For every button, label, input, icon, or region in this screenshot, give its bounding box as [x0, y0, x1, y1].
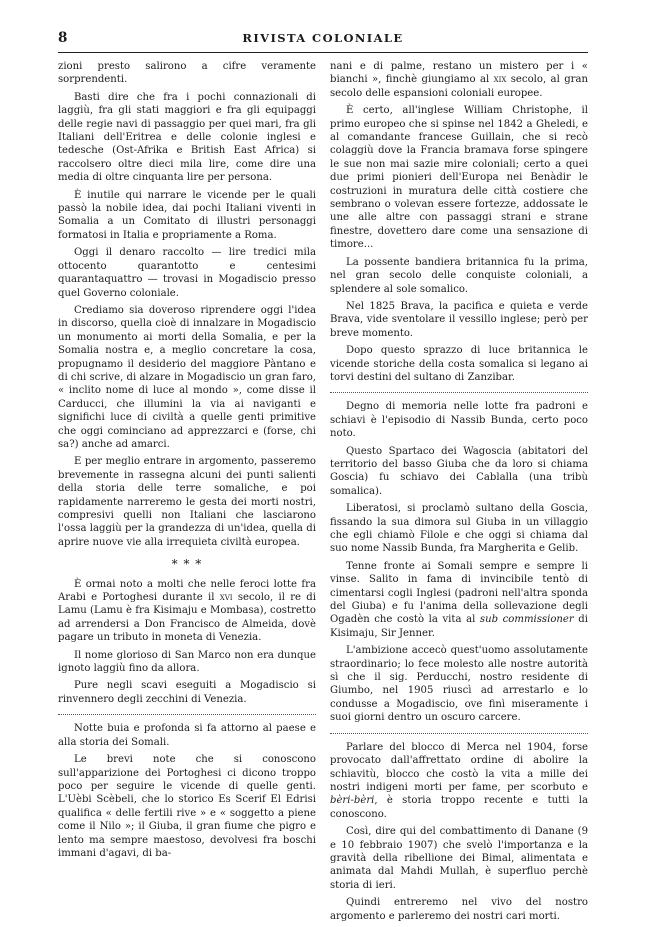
page-header: [58, 30, 588, 52]
paragraph: E per meglio entrare in argomento, passeremo brevemente in rassegna alcuni dei punti salienti della storia delle terre somaliche, e poi rapidamente narreremo le gesta dei morti nostri, compresivi quelli non Italiani che lasciarono l'ossa laggiù per la grandezza di un'idea, quella di aprire nuove vie alla irrequieta civiltà europea.: [58, 456, 316, 548]
paragraph: [330, 60, 588, 100]
paragraph: [330, 560, 588, 640]
section-asterism: * * *: [171, 557, 203, 572]
dotted-separator: [330, 733, 588, 734]
paragraph: Basti dire che fra i pochi connazionali di laggiù, fra gli stati maggiori e fra gli equipaggi delle regie navi di passaggio per quei mari, fra gli Italiani dell'Eritrea e delle colonie inglesi e tedesche (Ost-Afrika e British East Africa) si raccolsero oltre dieci mila lire, come dire una media di oltre cinquanta lire per persona.: [58, 91, 316, 184]
paragraph: Degno di memoria nelle lotte fra padroni e schiavi è l'episodio di Nassib Bunda, certo poco noto.: [330, 401, 588, 440]
italic-term: sub commissioner: [479, 614, 574, 626]
italic-term: bèri-bèri: [330, 795, 375, 807]
paragraph: L'ambizione accecò quest'uomo assolutamente straordinario; lo fece molesto alle nostre autorità sì che il sig. Perducchi, nostro residente di Giumbo, nel 1905 riuscì ad arrestarlo e lo condusse a Mogadiscio, ove finì miseramente i suoi giorni dentro un oscuro carcere.: [330, 645, 588, 724]
text-run: Parlare del blocco di Merca nel 1904, forse provocato dall'affrettato ordine di abolire la schiavitù, blocco che costò la vita a mille dei nostri indigeni morti per fame, per scorbuto e: [330, 741, 588, 793]
paragraph: Notte buia e profonda si fa attorno al paese e alla storia dei Somali.: [58, 723, 316, 748]
text-run: nani e di palme, restano un mistero per i « bianchi », finchè giungiamo al: [330, 61, 588, 86]
paragraph: Quindi entreremo nel vivo del nostro argomento e parleremo dei nostri cari morti.: [330, 897, 588, 922]
paragraph: È certo, all'inglese William Christophe, il primo europeo che si spinse nel 1842 a Gheledi, e al comandante francese Guillain, che si recò colaggiù dove la Francia bramava forse spingere le sue non mai sazie mire coloniali; certo a quei due primi pionieri dell'Europa nei Benàdir le costruzioni in muratura delle città costiere che sembrano o volevan essere fortezze, addossate le une alle altre con passaggi strani e strane finestre, dovettero dare come una sensazione di timore...: [330, 105, 588, 251]
text-run: , è storia troppo recente e tutti la conoscono.: [330, 795, 588, 820]
paragraph: [330, 741, 588, 821]
paragraph: [58, 578, 316, 645]
text-run: secolo, il re di Lamu (Lamu è fra Kisimaju e Mombasa), costretto ad arrendersi a Don Francisco de Almeida, dovè pagare un tributo in moneta di Venezia.: [58, 592, 316, 644]
header-rule: [58, 52, 588, 53]
paragraph: Liberatosi, si proclamò sultano della Goscia, fissando la sua dimora sul Giuba in un villaggio che egli chiamò Filole e che oggi si chiama dal suo nome Nassib Bunda, fra Margherita e Gelib.: [330, 503, 588, 555]
dotted-separator: [330, 392, 588, 393]
paragraph: Dopo questo sprazzo di luce britannica le vicende storiche della costa somalica si legano ai torvi destini del sultano di Zanzibar.: [330, 345, 588, 383]
paragraph: Il nome glorioso di San Marco non era dunque ignoto laggiù fino da allora.: [58, 649, 316, 675]
roman-century: xix: [493, 74, 507, 86]
paragraph: La possente bandiera britannica fu la prima, nel gran secolo delle conquiste coloniali, a splendere al sole somalico.: [330, 256, 588, 295]
paragraph: zioni presto salirono a cifre veramente sorprendenti.: [58, 61, 316, 86]
paragraph: È inutile qui narrare le vicende per le quali passò la nobile idea, dai pochi Italiani viventi in Somalia a un Comitato di illustri personaggi formatosi in Italia e propriamente a Roma.: [58, 189, 316, 241]
paragraph: Così, dire qui del combattimento di Danane (9 e 10 febbraio 1907) che svelò l'importanza e la gravità della ribellione dei Bimal, alimentata e animata dal Mahdi Mullah, è superfluo perchè storia di ieri.: [330, 826, 588, 891]
roman-century: xvi: [219, 592, 233, 604]
right-column: [330, 60, 588, 927]
paragraph: Le brevi note che si conoscono sull'apparizione dei Portoghesi ci dicono troppo poco per seguire le vicende di quelle genti. L'Uèbi Scèbeli, che lo storico Es Scerif El Edrisi qualifica « delle fertili rive » e « soggetto a piene come il Nilo »; il Giuba, il gran fiume che pigro e lento ma sempre maestoso, devolvesi fra boschi immani d'agavi, di ba-: [58, 754, 316, 859]
paragraph: Oggi il denaro raccolto — lire tredici mila ottocento quarantotto e centesimi quarantaquattro — trovasi in Mogadiscio presso quel Governo coloniale.: [58, 247, 316, 299]
page-number: 8: [58, 30, 68, 46]
dotted-separator: [58, 714, 316, 715]
text-run: di Kisimaju, Sir Jenner.: [330, 614, 588, 639]
paragraph: Crediamo sia doveroso riprendere oggi l'idea in discorso, quella cioè di innalzare in Mogadiscio un monumento ai morti della Somalia, e per la Somalia nostra e, a meglio concretare la cosa, propugnamo il desiderio del maggiore Pàntano e di chi scrive, di alzare in Mogadiscio un gran faro, « inclito nome di luce al mondo », come disse il Carducci, che illumini la via ai naviganti e significhi luce di civiltà a quelle genti primitive che oggi cominciano ad apprezzarci e (forse, chi sa?) anche ad amarci.: [58, 304, 316, 450]
text-run: È ormai noto a molti che nelle feroci lotte fra Arabi e Portoghesi durante il: [58, 578, 316, 604]
left-column: [58, 60, 316, 864]
text-run: Tenne fronte ai Somali sempre e sempre li vinse. Salito in fama di invincibile tentò di cimentarsi cogli Inglesi (padroni nell'altra sponda del Giuba) e fu l'anima della sollevazione degli Ogadèn che costò la vita al: [330, 560, 588, 626]
paragraph: Questo Spartaco dei Wagoscia (abitatori del territorio del basso Giuba che da loro si chiama Goscia) fu schiavo dei Cablalla (una tribù somalica).: [330, 445, 588, 497]
text-run: secolo, al gran secolo delle espansioni coloniali europee.: [330, 74, 589, 99]
journal-title: RIVISTA COLONIALE: [242, 31, 404, 45]
paragraph: Nel 1825 Brava, la pacifica e quieta e verde Brava, vide sventolare il vessillo inglese; però per breve momento.: [330, 300, 588, 339]
paragraph: Pure negli scavi eseguiti a Mogadiscio si rinvennero degli zecchini di Venezia.: [58, 680, 316, 705]
